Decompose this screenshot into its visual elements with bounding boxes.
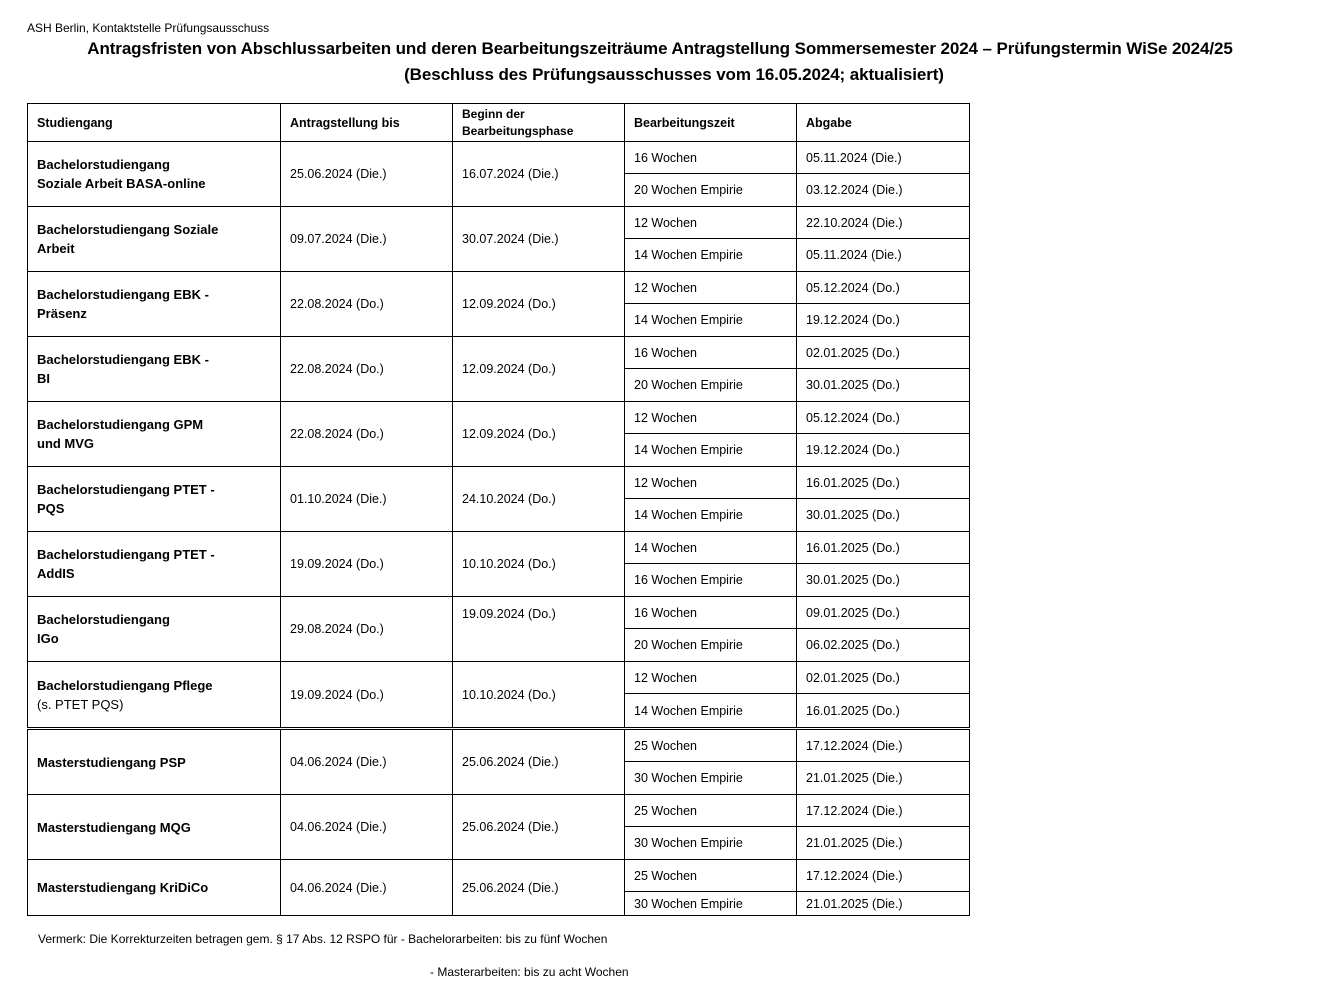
antragstellung-date: 22.08.2024 (Do.) — [281, 272, 453, 337]
note-bachelor: Vermerk: Die Korrekturzeiten betragen gem. § 17 Abs. 12 RSPO für - Bachelorarbeiten: bis zu fünf Wochen — [38, 932, 608, 946]
antragstellung-date: 19.09.2024 (Do.) — [281, 532, 453, 597]
abgabe-date: 21.01.2025 (Die.) — [797, 827, 970, 860]
beginn-date: 12.09.2024 (Do.) — [453, 402, 625, 467]
studiengang-name: Masterstudiengang MQG — [37, 819, 191, 835]
beginn-date: 10.10.2024 (Do.) — [453, 532, 625, 597]
abgabe-date: 21.01.2025 (Die.) — [797, 762, 970, 795]
studiengang-name: Masterstudiengang KriDiCo — [37, 880, 209, 895]
studiengang-name: Bachelorstudiengang Pflege — [37, 677, 213, 693]
abgabe-date: 22.10.2024 (Die.) — [797, 207, 970, 239]
note-master: - Masterarbeiten: bis zu acht Wochen — [430, 965, 629, 979]
bearbeitungszeit-cell: 12 Wochen — [625, 402, 797, 434]
studiengang-cell — [28, 402, 281, 467]
abgabe-date: 21.01.2025 (Die.) — [797, 892, 970, 916]
bearbeitungszeit-cell: 25 Wochen — [625, 860, 797, 892]
table-row — [28, 795, 970, 827]
antragstellung-date: 04.06.2024 (Die.) — [281, 729, 453, 795]
beginn-date: 24.10.2024 (Do.) — [453, 467, 625, 532]
abgabe-date: 19.12.2024 (Do.) — [797, 304, 970, 337]
table-body — [28, 142, 970, 916]
studiengang-name: Bachelorstudiengang PTET - PQS — [37, 482, 215, 516]
studiengang-cell — [28, 860, 281, 916]
beginn-date: 12.09.2024 (Do.) — [453, 272, 625, 337]
studiengang-cell — [28, 467, 281, 532]
table-row — [28, 662, 970, 694]
beginn-date: 25.06.2024 (Die.) — [453, 795, 625, 860]
antragstellung-date: 25.06.2024 (Die.) — [281, 142, 453, 207]
table-row — [28, 402, 970, 434]
abgabe-date: 30.01.2025 (Do.) — [797, 369, 970, 402]
abgabe-date: 19.12.2024 (Do.) — [797, 434, 970, 467]
studiengang-cell — [28, 337, 281, 402]
studiengang-cell — [28, 272, 281, 337]
table-row — [28, 142, 970, 174]
antragstellung-date: 01.10.2024 (Die.) — [281, 467, 453, 532]
bearbeitungszeit-cell: 12 Wochen — [625, 662, 797, 694]
beginn-date: 10.10.2024 (Do.) — [453, 662, 625, 729]
studiengang-name: Bachelorstudiengang GPM und MVG — [37, 417, 204, 451]
abgabe-date: 30.01.2025 (Do.) — [797, 499, 970, 532]
studiengang-cell — [28, 207, 281, 272]
beginn-date: 25.06.2024 (Die.) — [453, 729, 625, 795]
organization-label: ASH Berlin, Kontaktstelle Prüfungsausschuss — [27, 21, 270, 35]
bearbeitungszeit-cell: 20 Wochen Empirie — [625, 629, 797, 662]
abgabe-date: 17.12.2024 (Die.) — [797, 729, 970, 762]
studiengang-cell — [28, 532, 281, 597]
studiengang-note: (s. PTET PQS) — [37, 696, 124, 712]
abgabe-date: 09.01.2025 (Do.) — [797, 597, 970, 629]
bearbeitungszeit-cell: 20 Wochen Empirie — [625, 369, 797, 402]
bearbeitungszeit-cell: 30 Wochen Empirie — [625, 762, 797, 795]
table-row — [28, 272, 970, 304]
bearbeitungszeit-cell: 16 Wochen — [625, 142, 797, 174]
studiengang-cell — [28, 597, 281, 662]
table-row — [28, 467, 970, 499]
beginn-date: 19.09.2024 (Do.) — [453, 597, 625, 662]
bearbeitungszeit-cell: 14 Wochen — [625, 532, 797, 564]
studiengang-cell — [28, 795, 281, 860]
studiengang-name: Bachelorstudiengang PTET - AddIS — [37, 547, 215, 581]
antragstellung-date: 04.06.2024 (Die.) — [281, 860, 453, 916]
bearbeitungszeit-cell: 20 Wochen Empirie — [625, 174, 797, 207]
antragstellung-date: 22.08.2024 (Do.) — [281, 402, 453, 467]
bearbeitungszeit-cell: 12 Wochen — [625, 207, 797, 239]
table-row — [28, 860, 970, 892]
bearbeitungszeit-cell: 25 Wochen — [625, 795, 797, 827]
studiengang-name: Bachelorstudiengang Soziale Arbeit BASA-online — [37, 157, 206, 191]
beginn-date: 16.07.2024 (Die.) — [453, 142, 625, 207]
page-subtitle: (Beschluss des Prüfungsausschusses vom 16.05.2024; aktualisiert) — [404, 65, 944, 84]
antragstellung-date: 04.06.2024 (Die.) — [281, 795, 453, 860]
antragstellung-date: 19.09.2024 (Do.) — [281, 662, 453, 729]
antragstellung-date: 09.07.2024 (Die.) — [281, 207, 453, 272]
table-row — [28, 532, 970, 564]
antragstellung-date: 22.08.2024 (Do.) — [281, 337, 453, 402]
bearbeitungszeit-cell: 14 Wochen Empirie — [625, 434, 797, 467]
abgabe-date: 16.01.2025 (Do.) — [797, 532, 970, 564]
abgabe-date: 05.11.2024 (Die.) — [797, 142, 970, 174]
abgabe-date: 16.01.2025 (Do.) — [797, 694, 970, 729]
deadlines-table — [27, 103, 970, 916]
studiengang-name: Bachelorstudiengang EBK - BI — [37, 352, 209, 386]
bearbeitungszeit-cell: 25 Wochen — [625, 729, 797, 762]
abgabe-date: 06.02.2025 (Do.) — [797, 629, 970, 662]
column-header-antragstellung: Antragstellung bis — [281, 104, 453, 142]
bearbeitungszeit-cell: 16 Wochen — [625, 337, 797, 369]
bearbeitungszeit-cell: 14 Wochen Empirie — [625, 694, 797, 729]
column-header-studiengang: Studiengang — [28, 104, 281, 142]
abgabe-date: 02.01.2025 (Do.) — [797, 662, 970, 694]
beginn-date: 30.07.2024 (Die.) — [453, 207, 625, 272]
abgabe-date: 17.12.2024 (Die.) — [797, 795, 970, 827]
abgabe-date: 05.12.2024 (Do.) — [797, 402, 970, 434]
studiengang-cell — [28, 729, 281, 795]
column-header-beginn: Beginn der Bearbeitungsphase — [453, 104, 625, 142]
abgabe-date: 16.01.2025 (Do.) — [797, 467, 970, 499]
bearbeitungszeit-cell: 16 Wochen — [625, 597, 797, 629]
bearbeitungszeit-cell: 16 Wochen Empirie — [625, 564, 797, 597]
abgabe-date: 03.12.2024 (Die.) — [797, 174, 970, 207]
page-title: Antragsfristen von Abschlussarbeiten und deren Bearbeitungszeiträume Antragstellung Sommersemester 2024 – Prüfungstermin WiSe 2024/25 — [87, 39, 1233, 58]
studiengang-cell — [28, 662, 281, 729]
bearbeitungszeit-cell: 30 Wochen Empirie — [625, 892, 797, 916]
bearbeitungszeit-cell: 12 Wochen — [625, 272, 797, 304]
column-header-bearbeitungszeit: Bearbeitungszeit — [625, 104, 797, 142]
table-header-row — [28, 104, 970, 142]
bearbeitungszeit-cell: 30 Wochen Empirie — [625, 827, 797, 860]
column-header-abgabe: Abgabe — [797, 104, 970, 142]
bearbeitungszeit-cell: 12 Wochen — [625, 467, 797, 499]
table-row — [28, 597, 970, 629]
bearbeitungszeit-cell: 14 Wochen Empirie — [625, 499, 797, 532]
beginn-date: 25.06.2024 (Die.) — [453, 860, 625, 916]
antragstellung-date: 29.08.2024 (Do.) — [281, 597, 453, 662]
studiengang-cell — [28, 142, 281, 207]
studiengang-name: Bachelorstudiengang Soziale Arbeit — [37, 222, 219, 256]
beginn-date: 12.09.2024 (Do.) — [453, 337, 625, 402]
bearbeitungszeit-cell: 14 Wochen Empirie — [625, 304, 797, 337]
abgabe-date: 02.01.2025 (Do.) — [797, 337, 970, 369]
studiengang-name: Bachelorstudiengang IGo — [37, 612, 170, 646]
studiengang-name: Masterstudiengang PSP — [37, 754, 186, 770]
abgabe-date: 17.12.2024 (Die.) — [797, 860, 970, 892]
table-row — [28, 337, 970, 369]
table-row — [28, 729, 970, 762]
abgabe-date: 30.01.2025 (Do.) — [797, 564, 970, 597]
table-row — [28, 207, 970, 239]
studiengang-name: Bachelorstudiengang EBK - Präsenz — [37, 287, 209, 321]
abgabe-date: 05.11.2024 (Die.) — [797, 239, 970, 272]
abgabe-date: 05.12.2024 (Do.) — [797, 272, 970, 304]
bearbeitungszeit-cell: 14 Wochen Empirie — [625, 239, 797, 272]
